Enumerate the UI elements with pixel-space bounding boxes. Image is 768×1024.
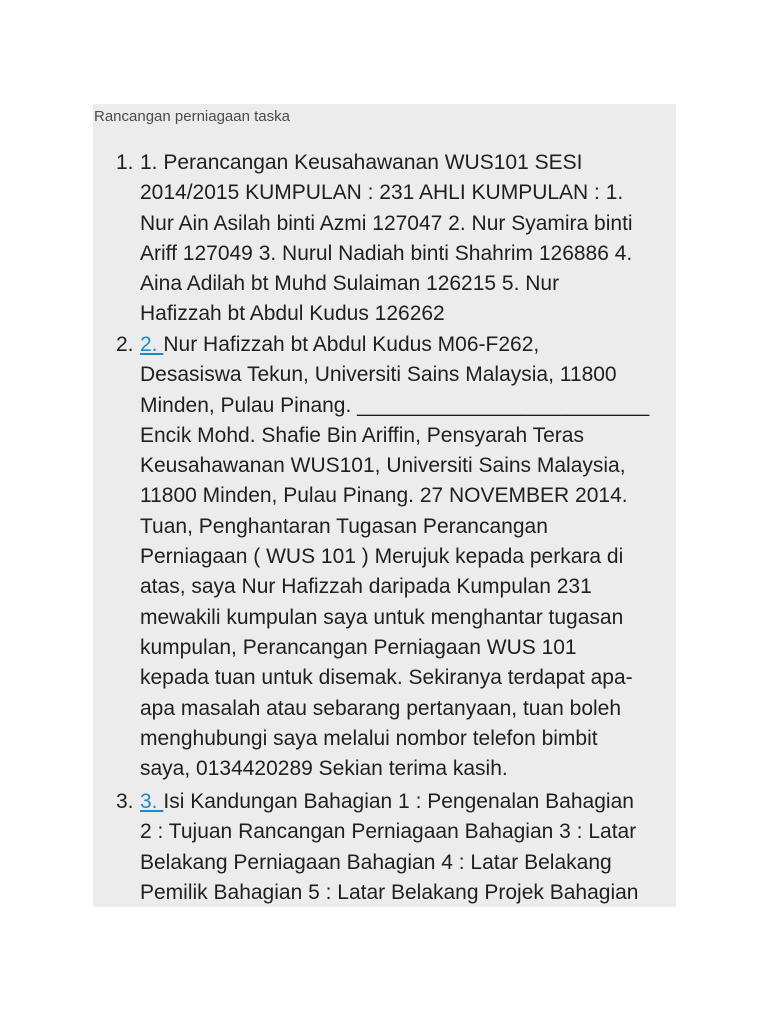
text-line: Hafizzah bt Abdul Kudus 126262 [140,302,445,326]
text-line: 11800 Minden, Pulau Pinang. 27 NOVEMBER 2014. [140,484,628,508]
text-line: mewakili kumpulan saya untuk menghantar tugasan [140,605,624,629]
text-line: atas, saya Nur Hafizzah daripada Kumpulan 231 [140,575,592,599]
text-line: kumpulan, Perancangan Perniagaan WUS 101 [140,635,577,659]
list-item-number: 2. [116,333,134,356]
document-preview-panel [93,104,676,907]
list-item-number: 1. [116,151,134,174]
document-title: Rancangan perniagaan taska [94,108,290,125]
text-line: saya, 0134420289 Sekian terima kasih. [140,757,508,781]
text-line: menghubungi saya melalui nombor telefon bimbit [140,726,598,750]
list-item-text [140,148,676,330]
text-line: Minden, Pulau Pinang. _________________________ [140,393,650,417]
text-line-rest: Nur Hafizzah bt Abdul Kudus M06-F262, [163,333,540,356]
list-item-text [140,787,676,907]
text-line: 2014/2015 KUMPULAN : 231 AHLI KUMPULAN : 1. [140,181,624,205]
text-line: Tuan, Penghantaran Tugasan Perancangan [140,514,548,538]
list-item-text [140,330,676,784]
text-line: 2 : Tujuan Rancangan Perniagaan Bahagian 3 : Latar [140,820,637,844]
text-line [140,330,676,360]
text-line [140,787,676,817]
text-line: Keusahawanan WUS101, Universiti Sains Malaysia, [140,454,626,478]
text-line: Encik Mohd. Shafie Bin Ariffin, Pensyarah Teras [140,423,584,447]
text-line: Pemilik Bahagian 5 : Latar Belakang Projek Bahagian [140,880,639,904]
text-line: Belakang Perniagaan Bahagian 4 : Latar Belakang [140,850,612,874]
text-line: apa masalah atau sebarang pertanyaan, tuan boleh [140,696,622,720]
list-item-number: 3. [116,790,134,813]
text-line: Nur Ain Asilah binti Azmi 127047 2. Nur Syamira binti [140,211,633,235]
text-line: 1. Perancangan Keusahawanan WUS101 SESI [140,151,583,174]
text-line-rest: Isi Kandungan Bahagian 1 : Pengenalan Bahagian [163,790,634,813]
text-line: Ariff 127049 3. Nurul Nadiah binti Shahrim 126886 4. [140,241,633,265]
text-line: kepada tuan untuk disemak. Sekiranya terdapat apa- [140,666,633,690]
text-line: Aina Adilah bt Muhd Sulaiman 126215 5. Nur [140,272,560,296]
text-line: Desasiswa Tekun, Universiti Sains Malaysia, 11800 [140,363,617,387]
page-link-2[interactable]: 2. [140,333,164,356]
text-line: Perniagaan ( WUS 101 ) Merujuk kepada perkara di [140,545,624,569]
page-link-3[interactable]: 3. [140,790,164,813]
